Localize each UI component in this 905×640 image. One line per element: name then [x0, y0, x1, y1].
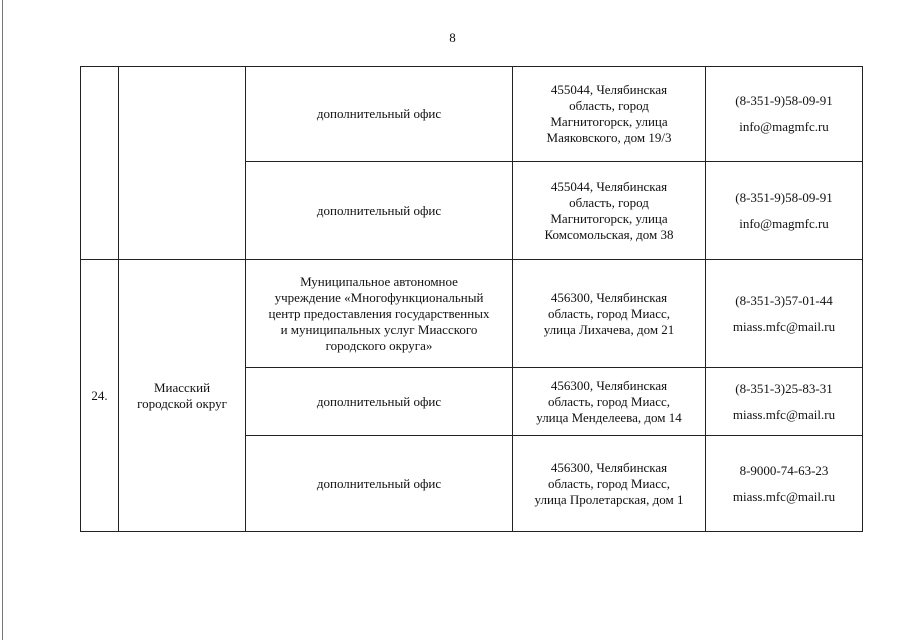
address-line: 456300, Челябинская [550, 377, 668, 393]
row-number-cell [81, 67, 119, 260]
row-number-cell: 24. [81, 260, 119, 532]
address-line: Магнитогорск, улица [550, 210, 668, 226]
phone-number: (8-351-9)58-09-91 [735, 93, 833, 108]
address-line: 455044, Челябинская [550, 178, 668, 194]
phone-number: 8-9000-74-63-23 [739, 462, 829, 478]
office-name-line: и муниципальных услуг Миасского [280, 321, 478, 337]
district-cell [119, 260, 246, 532]
page-edge-line [2, 0, 3, 640]
address-line: Маяковского, дом 19/3 [546, 130, 672, 145]
email-address: info@magmfc.ru [739, 119, 829, 134]
phone-number: (8-351-9)58-09-91 [735, 189, 833, 205]
contacts-cell [706, 368, 863, 436]
district-name-line: городской округ [137, 395, 227, 411]
address-line: улица Лихачева, дом 21 [543, 321, 675, 337]
address-cell [513, 260, 706, 368]
office-name-line: Муниципальное автономное [300, 273, 458, 289]
office-cell: дополнительный офис [246, 67, 513, 162]
address-line: область, город Миасс, [547, 305, 670, 321]
address-cell [513, 368, 706, 436]
contacts-cell [706, 260, 863, 368]
address-cell [513, 162, 706, 260]
district-name-line: Миасский [153, 379, 211, 395]
address-line: улица Менделеева, дом 14 [536, 409, 682, 425]
address-line: 456300, Челябинская [550, 459, 668, 475]
phone-number: (8-351-3)57-01-44 [735, 292, 833, 308]
address-line: область, город Миасс, [547, 475, 670, 491]
office-name-line: центр предоставления государственных [268, 305, 490, 321]
address-line: Комсомольская, дом 38 [544, 226, 674, 242]
address-line: 455044, Челябинская [550, 82, 668, 97]
office-cell: дополнительный офис [246, 162, 513, 260]
address-line: Магнитогорск, улица [550, 114, 668, 129]
office-cell: дополнительный офис [246, 436, 513, 532]
address-line: область, город Миасс, [547, 393, 670, 409]
address-cell [513, 436, 706, 532]
email-address: miass.mfc@mail.ru [732, 406, 836, 422]
page-number: 8 [449, 30, 456, 45]
phone-number: (8-351-3)25-83-31 [735, 380, 833, 396]
mfc-offices-table [80, 66, 863, 532]
address-line: область, город [569, 98, 649, 113]
table-row [81, 260, 863, 368]
address-line: 456300, Челябинская [550, 289, 668, 305]
address-line: улица Пролетарская, дом 1 [534, 491, 684, 507]
contacts-cell [706, 67, 863, 162]
office-cell [246, 260, 513, 368]
email-address: info@magmfc.ru [739, 215, 829, 231]
office-name-line: учреждение «Многофункциональный [274, 289, 484, 305]
office-name-line: городского округа» [325, 337, 433, 353]
contacts-cell [706, 436, 863, 532]
address-cell [513, 67, 706, 162]
contacts-cell [706, 162, 863, 260]
email-address: miass.mfc@mail.ru [732, 318, 836, 334]
email-address: miass.mfc@mail.ru [732, 488, 836, 504]
office-cell: дополнительный офис [246, 368, 513, 436]
table-row [81, 67, 863, 162]
address-line: область, город [569, 194, 649, 210]
district-cell [119, 67, 246, 260]
